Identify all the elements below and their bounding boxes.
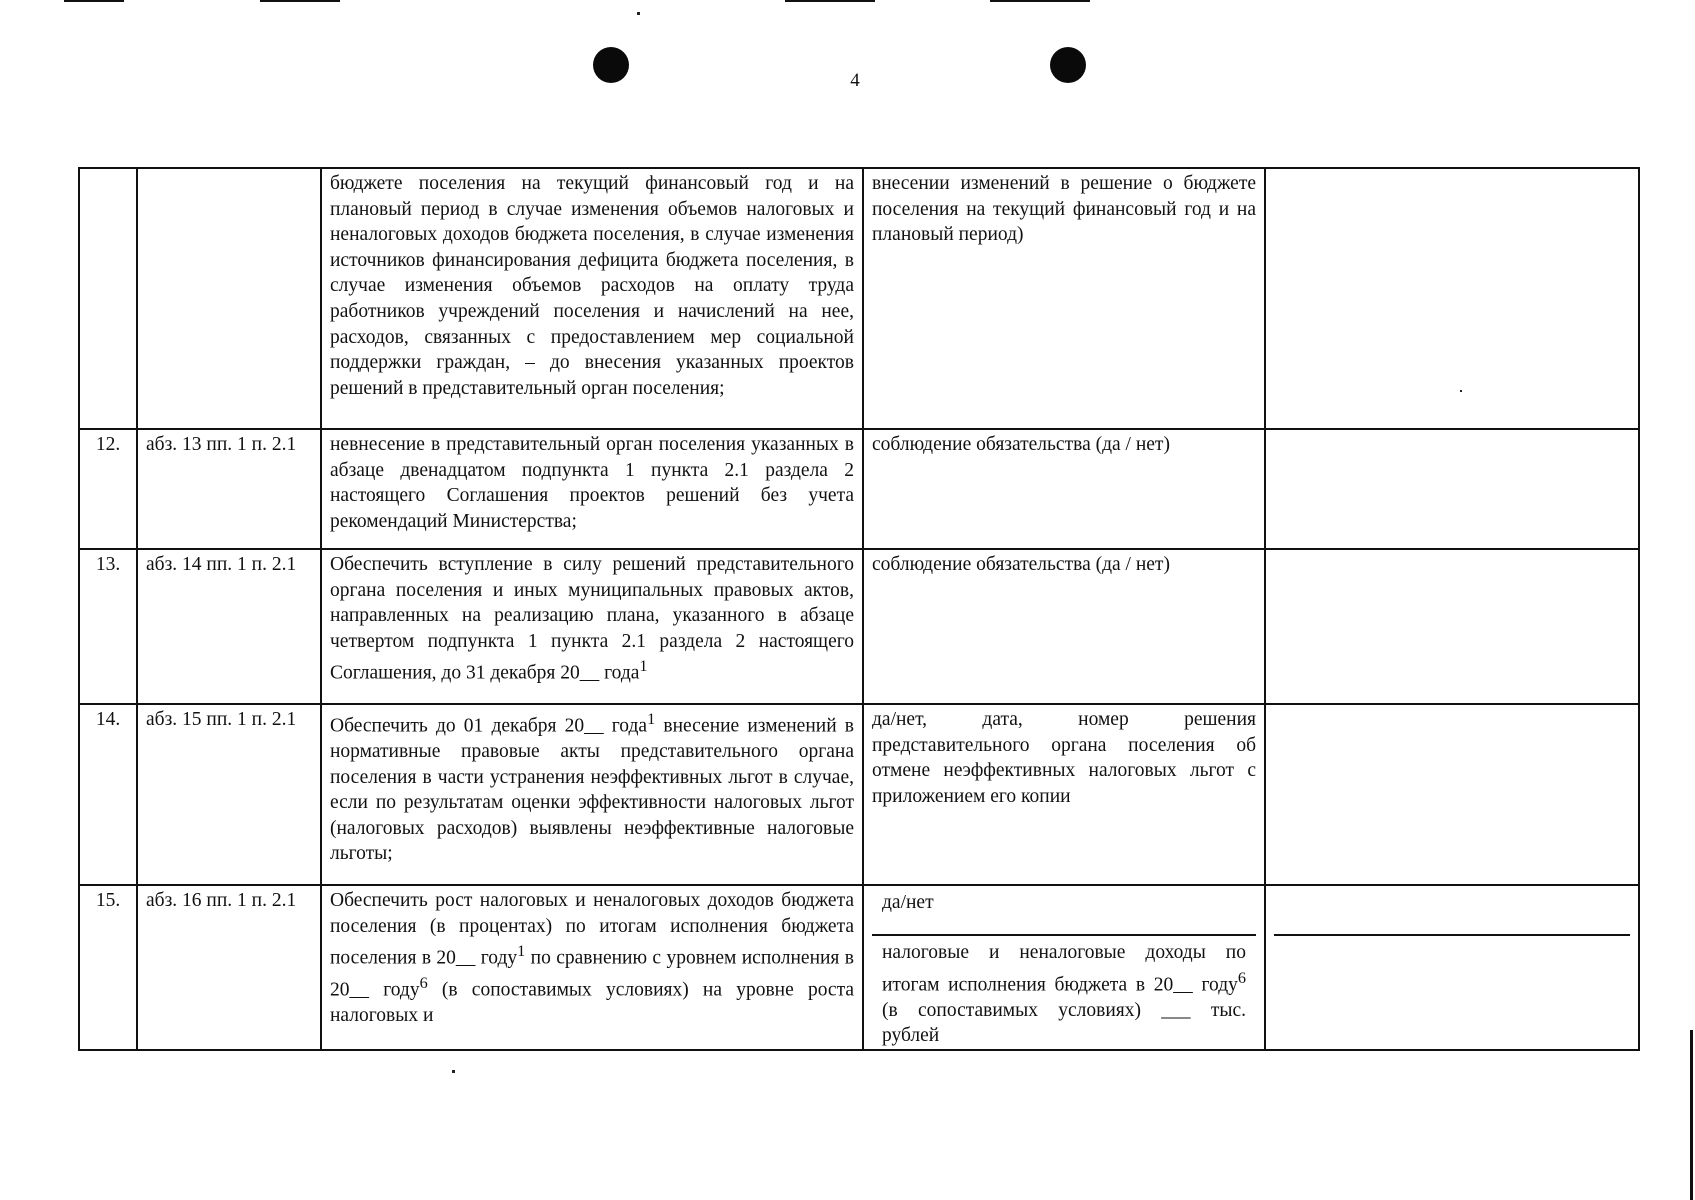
row-obligation [321, 704, 863, 885]
row-reference: абз. 16 пп. 1 п. 2.1 [137, 885, 321, 1050]
row-indicator: соблюдение обязательства (да / нет) [863, 429, 1265, 549]
indicator-bottom [872, 936, 1256, 1049]
scan-artifact [1690, 1030, 1693, 1200]
footnote-mark: 1 [517, 942, 526, 961]
indicator-top: да/нет [872, 888, 1256, 936]
punch-hole-right [1050, 47, 1086, 83]
row-number: 12. [79, 429, 137, 549]
scan-speck [452, 1070, 455, 1073]
indicator-split [872, 888, 1256, 1049]
obligation-text: Обеспечить рост налоговых и неналоговых доходов бюджета поселения (в процентах) по итогам исполнения бюджета поселения в 20__ году [330, 890, 854, 969]
page-number: 4 [850, 70, 860, 91]
obligation-text: (в сопоставимых условиях) на уровне роста налоговых и [330, 979, 854, 1027]
table-row [79, 885, 1639, 1050]
scan-artifact [990, 0, 1090, 2]
obligation-text: внесение изменений в нормативные правовые акты представительного органа поселения в части устранения неэффективных льгот в случае, если по результатам оценки эффективности налоговых льгот (налоговых расходов) выявлены неэффективные налоговые льготы; [330, 715, 854, 865]
scan-speck [637, 12, 640, 15]
row-indicator: да/нет, дата, номер решения представительного органа поселения об отмене неэффективных налоговых льгот с приложением его копии [863, 704, 1265, 885]
row-obligation: невнесение в представительный орган поселения указанных в абзаце двенадцатом подпункта 1 пункта 2.1 раздела 2 настоящего Соглашения проектов решений без учета рекомендаций Министерства; [321, 429, 863, 549]
row-value [1265, 704, 1639, 885]
row-number: 14. [79, 704, 137, 885]
scan-artifact [785, 0, 875, 2]
obligations-table [78, 167, 1640, 1051]
table-row [79, 429, 1639, 549]
obligation-text: Обеспечить вступление в силу решений представительного органа поселения и иных муниципальных правовых актов, направленных на реализацию плана, указанного в абзаце четвертом подпункта 1 пункта 2.1 раздела 2 настоящего Соглашения, до 31 декабря 20__ года [330, 554, 854, 684]
row-number [79, 168, 137, 429]
footnote-mark: 1 [639, 657, 648, 676]
row-value [1265, 168, 1639, 429]
row-value [1265, 885, 1639, 1050]
row-reference: абз. 15 пп. 1 п. 2.1 [137, 704, 321, 885]
row-value [1265, 549, 1639, 704]
row-indicator: внесении изменений в решение о бюджете поселения на текущий финансовый год и на плановый период) [863, 168, 1265, 429]
scan-artifact [260, 0, 340, 2]
scan-artifact [64, 0, 124, 2]
row-value [1265, 429, 1639, 549]
row-obligation: бюджете поселения на текущий финансовый год и на плановый период в случае изменения объемов налоговых и неналоговых доходов бюджета поселения, в случае изменения источников финансирования дефицита бюджета поселения, в случае изменения объемов расходов на оплату труда работников учреждений поселения и начислений на нее, расходов, связанных с предоставлением мер социальной поддержки граждан, – до внесения указанных проектов решений в представительный орган поселения; [321, 168, 863, 429]
row-number: 13. [79, 549, 137, 704]
footnote-mark: 1 [647, 710, 656, 728]
indicator-text: налоговые и неналоговые доходы по итогам исполнения бюджета в 20__ году [882, 942, 1246, 996]
row-obligation [321, 885, 863, 1050]
indicator-text: (в сопоставимых условиях) ___ тыс. рублей [882, 999, 1246, 1047]
table-row [79, 549, 1639, 704]
row-reference: абз. 13 пп. 1 п. 2.1 [137, 429, 321, 549]
obligation-text: по сравнению с уровнем исполнения в 20__ году [330, 947, 854, 1001]
row-indicator [863, 885, 1265, 1050]
row-indicator: соблюдение обязательства (да / нет) [863, 549, 1265, 704]
value-top [1274, 888, 1630, 936]
footnote-mark: 6 [419, 974, 428, 993]
table-row [79, 168, 1639, 429]
table-row [79, 704, 1639, 885]
punch-hole-left [593, 47, 629, 83]
row-reference: абз. 14 пп. 1 п. 2.1 [137, 549, 321, 704]
footnote-mark: 6 [1237, 968, 1246, 987]
obligation-text: Обеспечить до 01 декабря 20__ года [330, 715, 648, 737]
row-reference [137, 168, 321, 429]
row-obligation [321, 549, 863, 704]
value-split [1274, 888, 1630, 936]
row-number: 15. [79, 885, 137, 1050]
